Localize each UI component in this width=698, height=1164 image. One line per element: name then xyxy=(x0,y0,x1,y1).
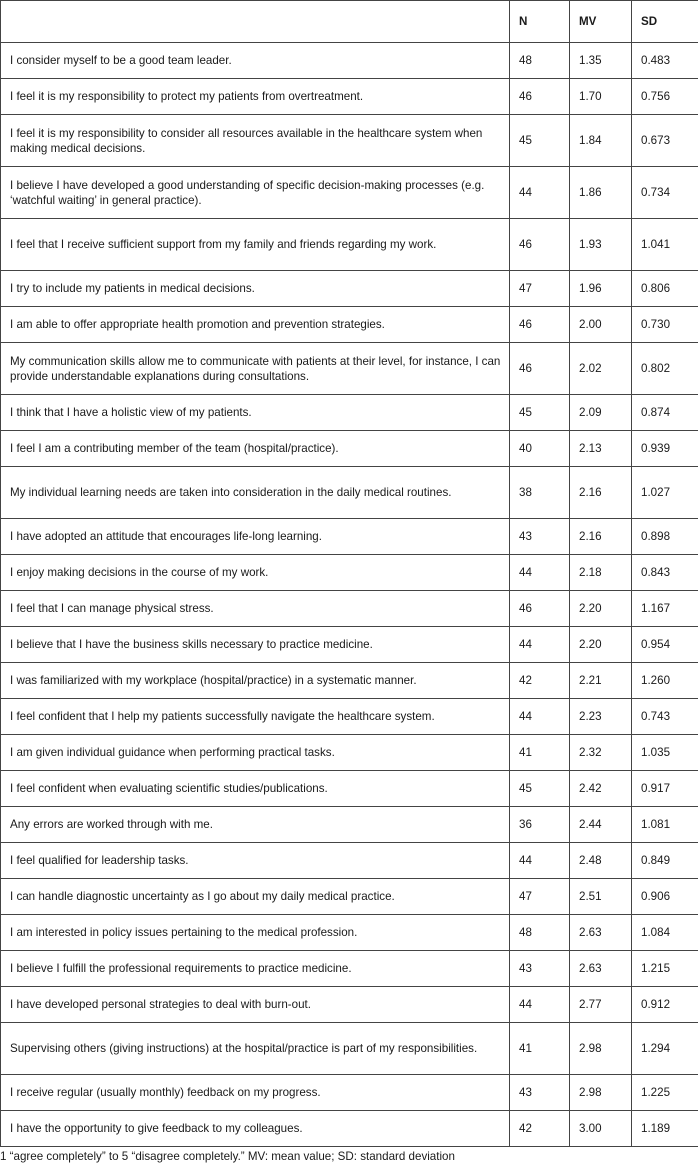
question-cell: I am interested in policy issues pertaining to the medical profession. xyxy=(1,915,510,951)
mv-cell: 1.70 xyxy=(570,79,632,115)
n-cell: 36 xyxy=(510,807,570,843)
n-cell: 40 xyxy=(510,431,570,467)
n-cell: 45 xyxy=(510,395,570,431)
n-cell: 47 xyxy=(510,271,570,307)
n-cell: 44 xyxy=(510,167,570,219)
sd-cell: 0.906 xyxy=(632,879,698,915)
mv-cell: 2.44 xyxy=(570,807,632,843)
table-row xyxy=(1,1023,698,1075)
n-cell: 42 xyxy=(510,663,570,699)
table-row xyxy=(1,663,698,699)
sd-cell: 0.939 xyxy=(632,431,698,467)
sd-cell: 0.917 xyxy=(632,771,698,807)
n-cell: 46 xyxy=(510,343,570,395)
table-row xyxy=(1,1075,698,1111)
n-cell: 46 xyxy=(510,307,570,343)
table-row xyxy=(1,915,698,951)
table-row xyxy=(1,467,698,519)
sd-cell: 1.081 xyxy=(632,807,698,843)
question-cell: I try to include my patients in medical decisions. xyxy=(1,271,510,307)
table-row xyxy=(1,395,698,431)
mv-cell: 2.98 xyxy=(570,1075,632,1111)
mv-cell: 1.86 xyxy=(570,167,632,219)
question-cell: I was familiarized with my workplace (hospital/practice) in a systematic manner. xyxy=(1,663,510,699)
n-cell: 44 xyxy=(510,699,570,735)
question-cell: I feel it is my responsibility to consider all resources available in the healthcare system when making medical decisions. xyxy=(1,115,510,167)
header-mv: MV xyxy=(570,1,632,43)
table-row xyxy=(1,951,698,987)
sd-cell: 0.730 xyxy=(632,307,698,343)
mv-cell: 2.21 xyxy=(570,663,632,699)
n-cell: 46 xyxy=(510,591,570,627)
mv-cell: 2.51 xyxy=(570,879,632,915)
question-cell: I enjoy making decisions in the course of my work. xyxy=(1,555,510,591)
n-cell: 48 xyxy=(510,915,570,951)
mv-cell: 2.32 xyxy=(570,735,632,771)
sd-cell: 0.912 xyxy=(632,987,698,1023)
question-cell: I feel that I receive sufficient support from my family and friends regarding my work. xyxy=(1,219,510,271)
table-row xyxy=(1,115,698,167)
n-cell: 44 xyxy=(510,627,570,663)
table-header-row xyxy=(1,1,698,43)
table-row xyxy=(1,555,698,591)
sd-cell: 1.167 xyxy=(632,591,698,627)
sd-cell: 0.874 xyxy=(632,395,698,431)
mv-cell: 1.96 xyxy=(570,271,632,307)
question-cell: I feel qualified for leadership tasks. xyxy=(1,843,510,879)
sd-cell: 1.294 xyxy=(632,1023,698,1075)
question-cell: Any errors are worked through with me. xyxy=(1,807,510,843)
sd-cell: 0.849 xyxy=(632,843,698,879)
mv-cell: 1.84 xyxy=(570,115,632,167)
mv-cell: 2.48 xyxy=(570,843,632,879)
mv-cell: 2.16 xyxy=(570,519,632,555)
table-row xyxy=(1,807,698,843)
question-cell: I feel confident that I help my patients successfully navigate the healthcare system. xyxy=(1,699,510,735)
sd-cell: 1.041 xyxy=(632,219,698,271)
mv-cell: 2.09 xyxy=(570,395,632,431)
mv-cell: 2.20 xyxy=(570,591,632,627)
question-cell: I can handle diagnostic uncertainty as I go about my daily medical practice. xyxy=(1,879,510,915)
header-n: N xyxy=(510,1,570,43)
sd-cell: 1.260 xyxy=(632,663,698,699)
mv-cell: 2.16 xyxy=(570,467,632,519)
n-cell: 45 xyxy=(510,771,570,807)
question-cell: I receive regular (usually monthly) feedback on my progress. xyxy=(1,1075,510,1111)
n-cell: 38 xyxy=(510,467,570,519)
mv-cell: 2.13 xyxy=(570,431,632,467)
mv-cell: 3.00 xyxy=(570,1111,632,1147)
sd-cell: 1.027 xyxy=(632,467,698,519)
sd-cell: 1.189 xyxy=(632,1111,698,1147)
question-cell: I have the opportunity to give feedback to my colleagues. xyxy=(1,1111,510,1147)
mv-cell: 2.63 xyxy=(570,951,632,987)
question-cell: I feel I am a contributing member of the team (hospital/practice). xyxy=(1,431,510,467)
n-cell: 41 xyxy=(510,735,570,771)
sd-cell: 0.954 xyxy=(632,627,698,663)
table-row xyxy=(1,43,698,79)
question-cell: I feel it is my responsibility to protect my patients from overtreatment. xyxy=(1,79,510,115)
header-question xyxy=(1,1,510,43)
table-row xyxy=(1,1111,698,1147)
sd-cell: 1.225 xyxy=(632,1075,698,1111)
table-row xyxy=(1,307,698,343)
mv-cell: 2.63 xyxy=(570,915,632,951)
n-cell: 46 xyxy=(510,79,570,115)
table-row xyxy=(1,987,698,1023)
table-row xyxy=(1,167,698,219)
n-cell: 43 xyxy=(510,951,570,987)
question-cell: I believe I fulfill the professional requirements to practice medicine. xyxy=(1,951,510,987)
n-cell: 41 xyxy=(510,1023,570,1075)
mv-cell: 2.77 xyxy=(570,987,632,1023)
sd-cell: 1.035 xyxy=(632,735,698,771)
question-cell: I believe that I have the business skills necessary to practice medicine. xyxy=(1,627,510,663)
table-row xyxy=(1,519,698,555)
mv-cell: 2.00 xyxy=(570,307,632,343)
sd-cell: 0.673 xyxy=(632,115,698,167)
n-cell: 43 xyxy=(510,1075,570,1111)
sd-cell: 0.734 xyxy=(632,167,698,219)
question-cell: My individual learning needs are taken into consideration in the daily medical routines. xyxy=(1,467,510,519)
n-cell: 44 xyxy=(510,843,570,879)
table-row xyxy=(1,79,698,115)
mv-cell: 2.98 xyxy=(570,1023,632,1075)
table-row xyxy=(1,699,698,735)
table-row xyxy=(1,343,698,395)
mv-cell: 2.20 xyxy=(570,627,632,663)
mv-cell: 2.02 xyxy=(570,343,632,395)
sd-cell: 0.756 xyxy=(632,79,698,115)
n-cell: 47 xyxy=(510,879,570,915)
table-footnote: 1 “agree completely” to 5 “disagree completely.” MV: mean value; SD: standard deviation xyxy=(0,1150,455,1163)
n-cell: 43 xyxy=(510,519,570,555)
question-cell: I am given individual guidance when performing practical tasks. xyxy=(1,735,510,771)
mv-cell: 2.18 xyxy=(570,555,632,591)
sd-cell: 0.898 xyxy=(632,519,698,555)
question-cell: Supervising others (giving instructions) at the hospital/practice is part of my responsibilities. xyxy=(1,1023,510,1075)
question-cell: I have adopted an attitude that encourages life-long learning. xyxy=(1,519,510,555)
table-row xyxy=(1,271,698,307)
question-cell: I have developed personal strategies to deal with burn-out. xyxy=(1,987,510,1023)
table-row xyxy=(1,879,698,915)
n-cell: 46 xyxy=(510,219,570,271)
mv-cell: 1.35 xyxy=(570,43,632,79)
table-row xyxy=(1,735,698,771)
header-sd: SD xyxy=(632,1,698,43)
sd-cell: 0.743 xyxy=(632,699,698,735)
question-cell: I think that I have a holistic view of my patients. xyxy=(1,395,510,431)
n-cell: 42 xyxy=(510,1111,570,1147)
table-body xyxy=(1,43,698,1147)
question-cell: I believe I have developed a good understanding of specific decision-making processes (e.g. ‘watchful waiting’ in general practice). xyxy=(1,167,510,219)
n-cell: 48 xyxy=(510,43,570,79)
sd-cell: 1.215 xyxy=(632,951,698,987)
mv-cell: 2.42 xyxy=(570,771,632,807)
sd-cell: 0.483 xyxy=(632,43,698,79)
question-cell: I am able to offer appropriate health promotion and prevention strategies. xyxy=(1,307,510,343)
question-cell: My communication skills allow me to communicate with patients at their level, for instance, I can provide understandable explanations during consultations. xyxy=(1,343,510,395)
n-cell: 45 xyxy=(510,115,570,167)
table-row xyxy=(1,843,698,879)
sd-cell: 0.843 xyxy=(632,555,698,591)
mv-cell: 2.23 xyxy=(570,699,632,735)
table-row xyxy=(1,431,698,467)
sd-cell: 0.802 xyxy=(632,343,698,395)
sd-cell: 0.806 xyxy=(632,271,698,307)
table-row xyxy=(1,771,698,807)
question-cell: I feel that I can manage physical stress. xyxy=(1,591,510,627)
question-cell: I feel confident when evaluating scientific studies/publications. xyxy=(1,771,510,807)
n-cell: 44 xyxy=(510,987,570,1023)
table-row xyxy=(1,219,698,271)
question-cell: I consider myself to be a good team leader. xyxy=(1,43,510,79)
sd-cell: 1.084 xyxy=(632,915,698,951)
table-row xyxy=(1,591,698,627)
mv-cell: 1.93 xyxy=(570,219,632,271)
n-cell: 44 xyxy=(510,555,570,591)
table-row xyxy=(1,627,698,663)
